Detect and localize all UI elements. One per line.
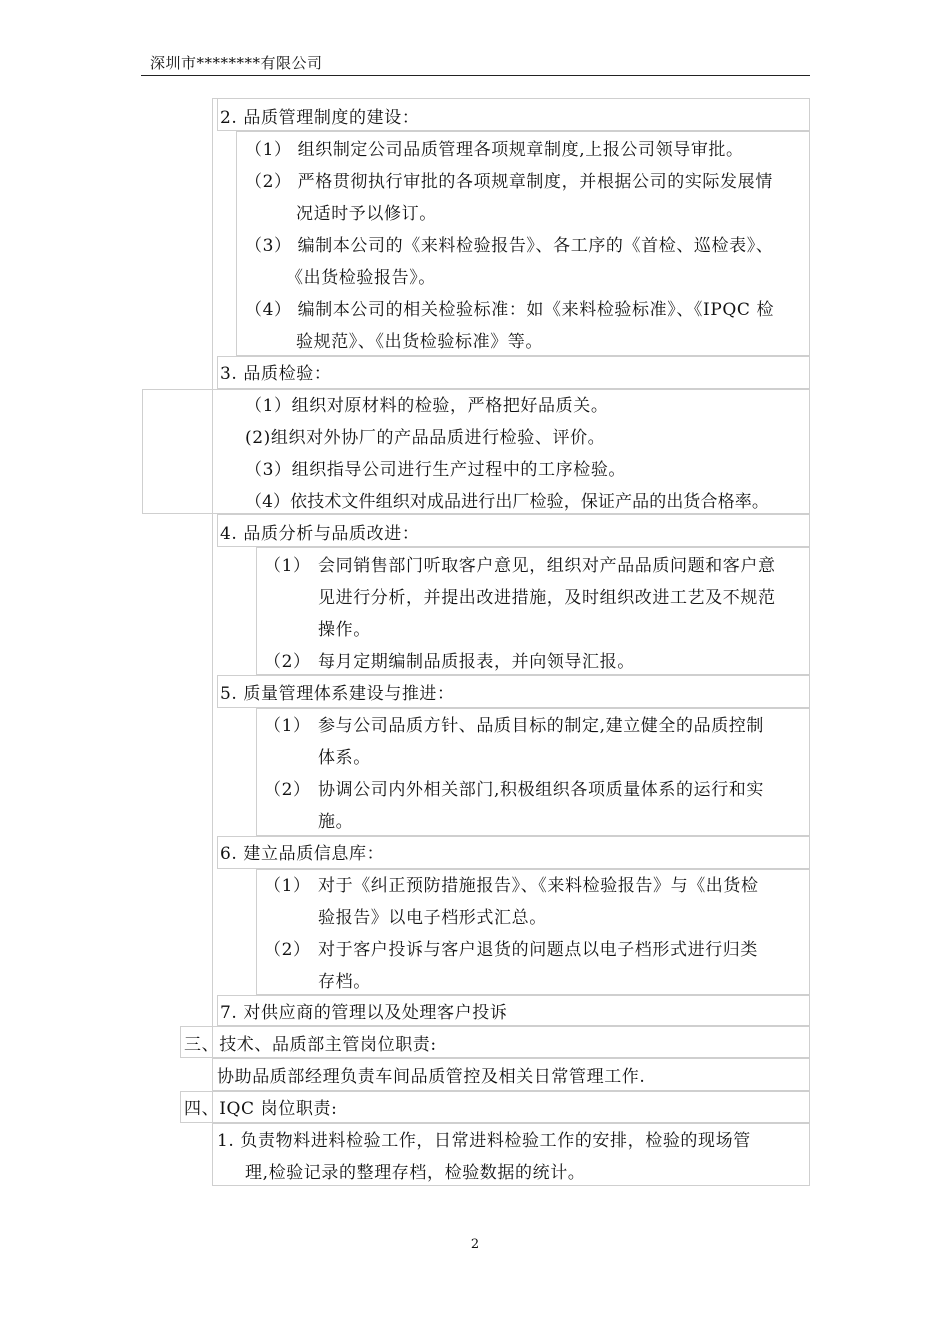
sec4-heading: 四、IQC 岗位职责: — [184, 1099, 338, 1119]
s4-item-1-cont: 见进行分析，并提出改进措施，及时组织改进工艺及不规范 — [318, 588, 776, 608]
s3-heading: 3. 品质检验： — [220, 364, 332, 384]
s4-item-2-num: （2） — [264, 652, 311, 672]
page-number: 2 — [470, 1237, 480, 1252]
sec3-heading: 三、技术、品质部主管岗位职责: — [184, 1035, 437, 1055]
s2-item-2: （2） 严格贯彻执行审批的各项规章制度，并根据公司的实际发展情 — [245, 172, 773, 192]
s2-item-3-cont: 《出货检验报告》。 — [286, 268, 436, 288]
s2-item-3: （3） 编制本公司的《来料检验报告》、各工序的《首检、巡检表》、 — [245, 236, 774, 256]
s4-item-2: 每月定期编制品质报表，并向领导汇报。 — [318, 652, 635, 672]
s6-item-1: 对于《纠正预防措施报告》、《来料检验报告》与《出货检 — [318, 876, 759, 896]
header-company: 深圳市********有限公司 — [150, 54, 323, 72]
header-rule — [141, 75, 810, 76]
s5-item-1-num: （1） — [264, 716, 311, 736]
s2-item-2-cont: 况适时予以修订。 — [296, 204, 437, 224]
sec3-body: 协助品质部经理负责车间品质管控及相关日常管理工作. — [217, 1067, 646, 1087]
s2-item-4: （4） 编制本公司的相关检验标准：如《来料检验标准》、《IPQC 检 — [245, 300, 775, 320]
s6-item-1-num: （1） — [264, 876, 311, 896]
s6-item-2-num: （2） — [264, 940, 311, 960]
s7-heading: 7. 对供应商的管理以及处理客户投诉 — [220, 1003, 508, 1023]
s3-item-1: （1）组织对原材料的检验，严格把好品质关。 — [245, 396, 609, 416]
s3-item-2: (2)组织对外协厂的产品品质进行检验、评价。 — [245, 428, 606, 448]
s6-item-2-cont: 存档。 — [318, 972, 371, 992]
s6-item-1-cont: 验报告》以电子档形式汇总。 — [318, 908, 547, 928]
s5-item-2: 协调公司内外相关部门,积极组织各项质量体系的运行和实 — [318, 780, 765, 800]
s2-heading: 2. 品质管理制度的建设： — [220, 108, 420, 128]
s4-item-1-num: （1） — [264, 556, 311, 576]
s4-heading: 4. 品质分析与品质改进： — [220, 524, 420, 544]
sec4-item-1: 1. 负责物料进料检验工作，日常进料检验工作的安排，检验的现场管 — [217, 1131, 751, 1151]
s5-heading: 5. 质量管理体系建设与推进： — [220, 684, 455, 704]
s5-item-2-num: （2） — [264, 780, 311, 800]
s3-item-3: （3）组织指导公司进行生产过程中的工序检验。 — [245, 460, 627, 480]
sec4-item-1-cont: 理,检验记录的整理存档，检验数据的统计。 — [245, 1163, 586, 1183]
s6-item-2: 对于客户投诉与客户退货的问题点以电子档形式进行归类 — [318, 940, 758, 960]
s2-item-1: （1） 组织制定公司品质管理各项规章制度,上报公司领导审批。 — [245, 140, 744, 160]
s5-item-1-cont: 体系。 — [318, 748, 371, 768]
s2-item-4-cont: 验规范》、《出货检验标准》等。 — [296, 332, 543, 352]
s6-heading: 6. 建立品质信息库： — [220, 844, 385, 864]
s4-item-1: 会同销售部门听取客户意见，组织对产品品质问题和客户意 — [318, 556, 776, 576]
s4-item-1-cont2: 操作。 — [318, 620, 371, 640]
s5-item-2-cont: 施。 — [318, 812, 354, 832]
s5-item-1: 参与公司品质方针、品质目标的制定,建立健全的品质控制 — [318, 716, 765, 736]
s3-item-4: （4）依技术文件组织对成品进行出厂检验，保证产品的出货合格率。 — [245, 492, 769, 512]
